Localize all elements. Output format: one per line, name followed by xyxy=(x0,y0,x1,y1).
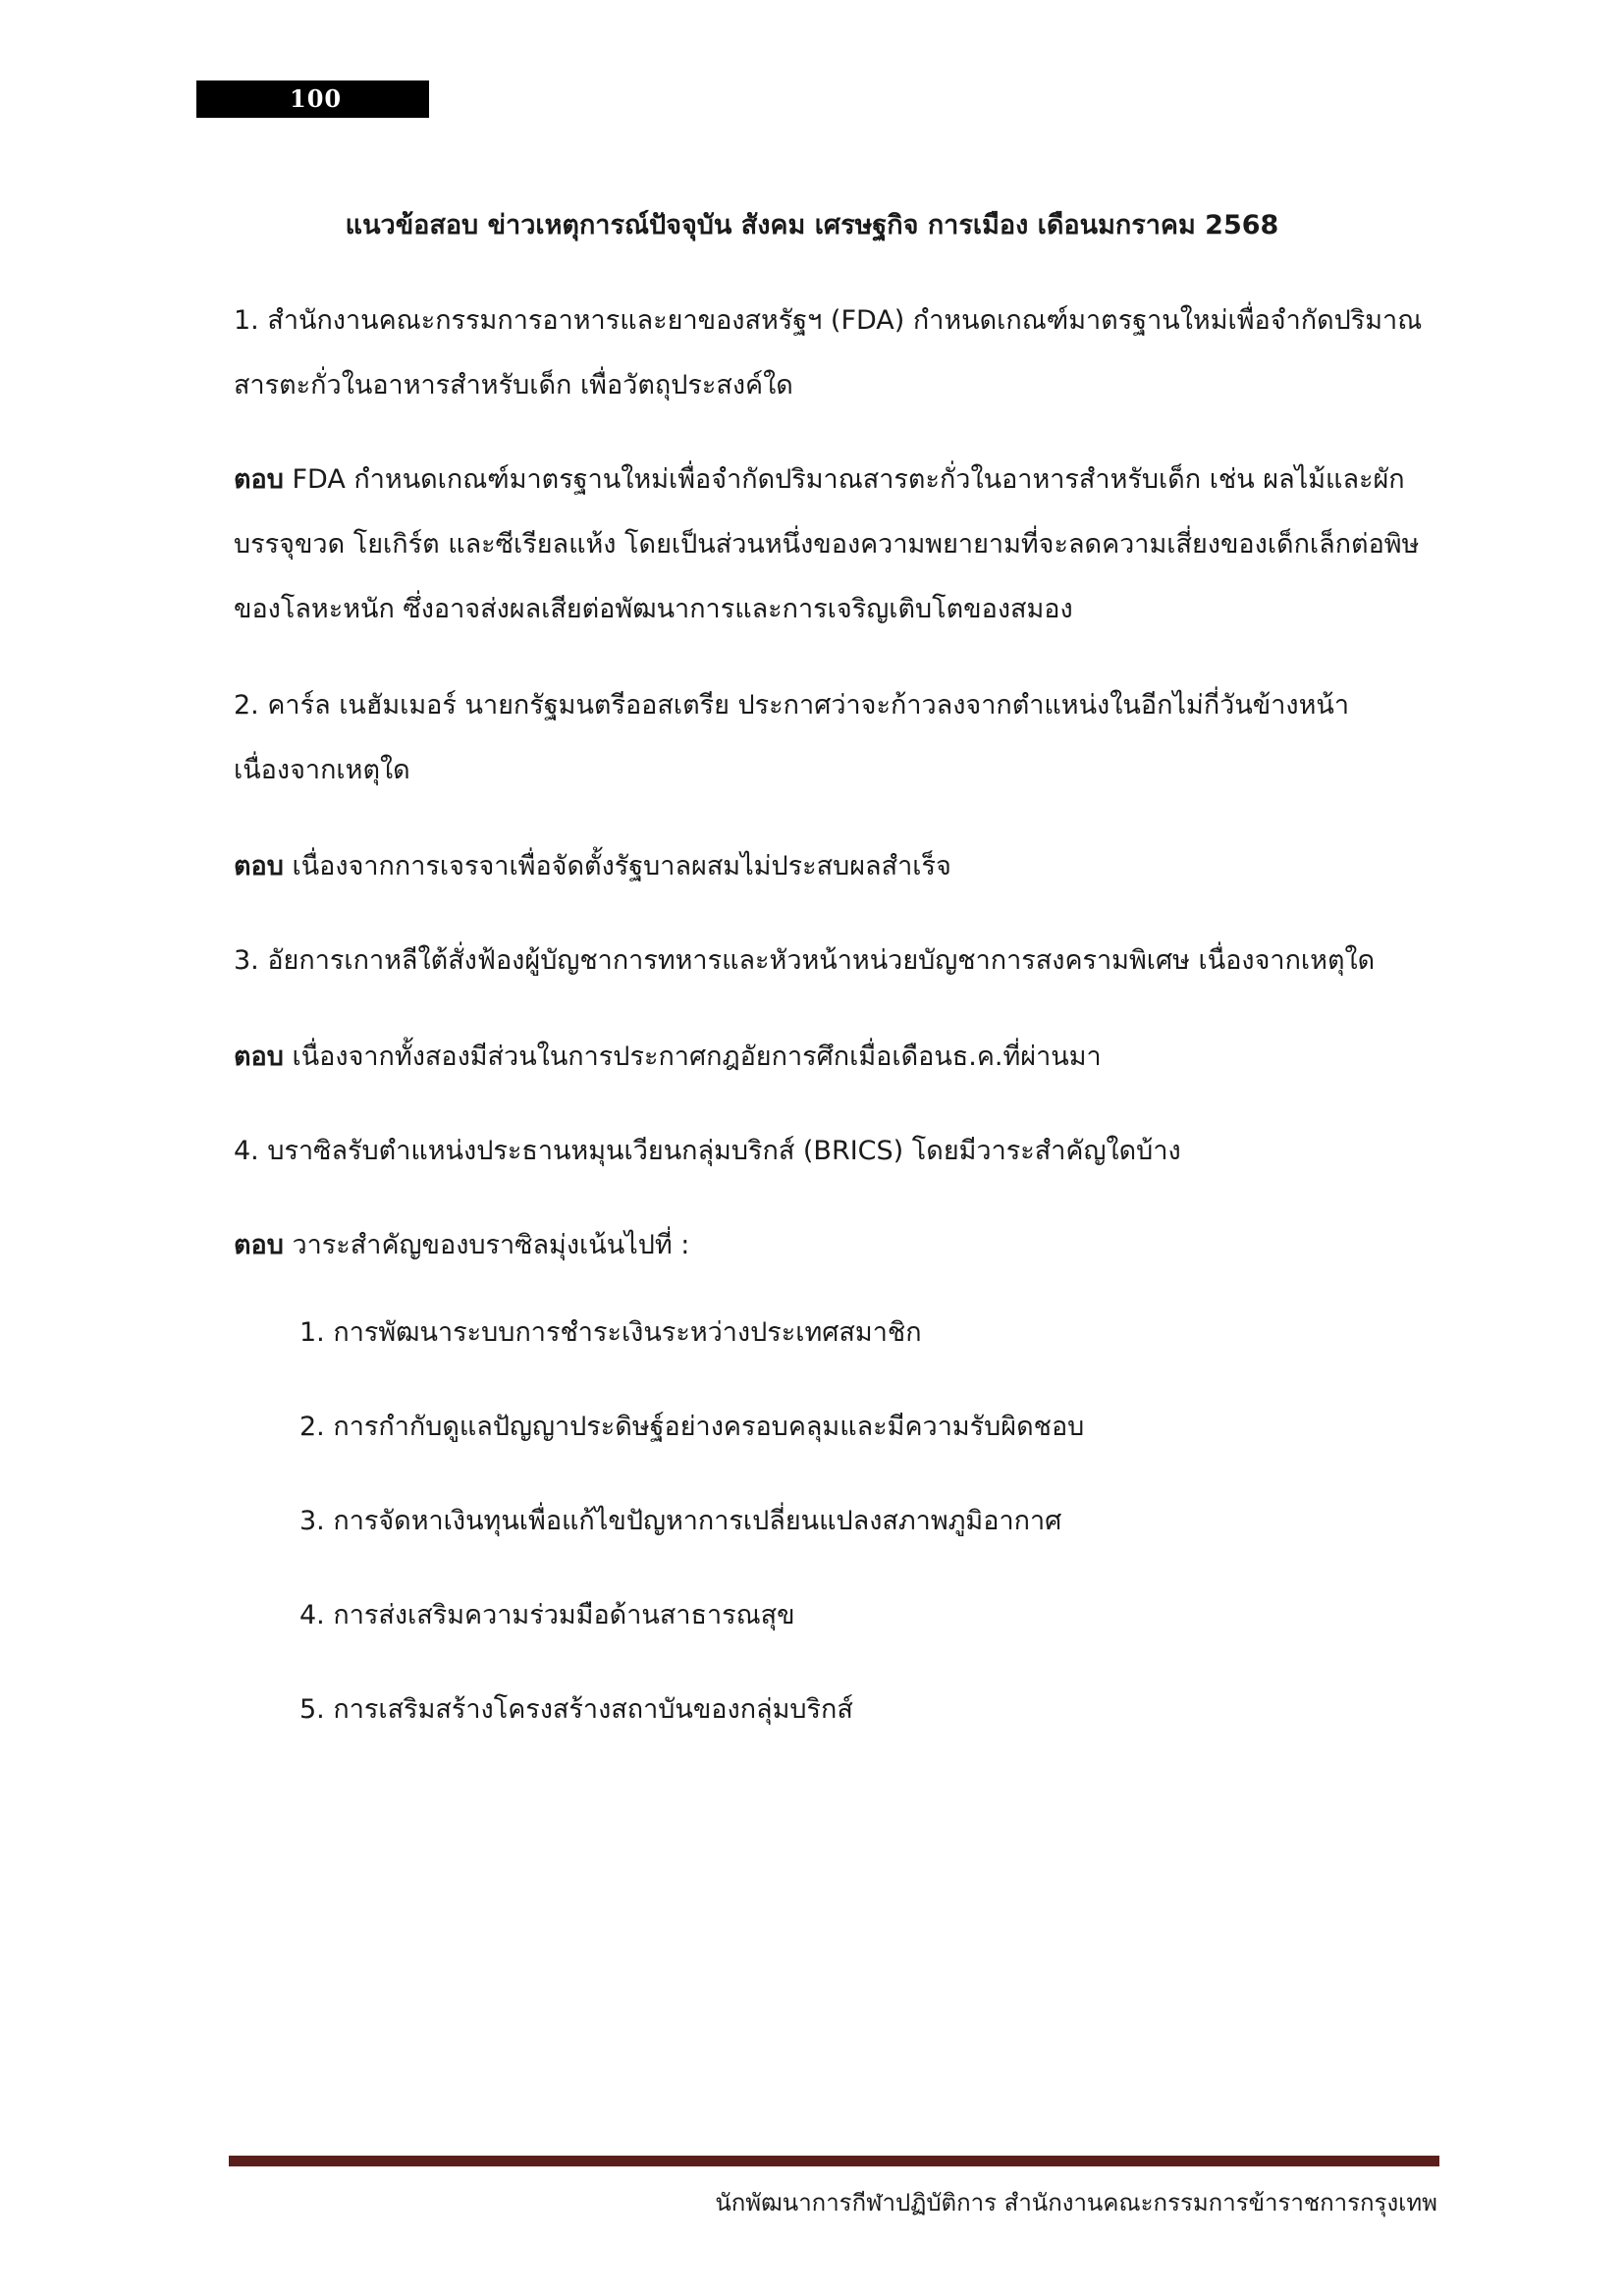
answer-text: วาระสำคัญของบราซิลมุ่งเน้นไปที่ : xyxy=(292,1230,690,1260)
page-number: 100 xyxy=(290,84,343,113)
list-item: 2. การกำกับดูแลปัญญาประดิษฐ์อย่างครอบคลุมและมีความรับผิดชอบ xyxy=(299,1412,1085,1442)
list-item: 4. การส่งเสริมความร่วมมือด้านสาธารณสุข xyxy=(299,1600,795,1630)
list-item: 3. การจัดหาเงินทุนเพื่อแก้ไขปัญหาการเปลี่ยนแปลงสภาพภูมิอากาศ xyxy=(299,1506,1062,1536)
answer-4 xyxy=(234,1213,1432,1278)
question-2: 2. คาร์ล เนฮัมเมอร์ นายกรัฐมนตรีออสเตรีย ประกาศว่าจะก้าวลงจากตำแหน่งในอีกไม่กี่วันข้างหน้า เนื่องจากเหตุใด xyxy=(234,690,1350,785)
document-title: แนวข้อสอบ ข่าวเหตุการณ์ปัจจุบัน สังคม เศรษฐกิจ การเมือง เดือนมกราคม 2568 xyxy=(345,210,1279,240)
answer-2 xyxy=(234,834,1432,899)
answer-label: ตอบ xyxy=(234,1041,284,1072)
footer-text: นักพัฒนาการกีฬาปฏิบัติการ สำนักงานคณะกรรมการข้าราชการกรุงเทพ xyxy=(715,2189,1437,2216)
list-item: 1. การพัฒนาระบบการชำระเงินระหว่างประเทศสมาชิก xyxy=(299,1317,922,1348)
answer-text: เนื่องจากการเจรจาเพื่อจัดตั้งรัฐบาลผสมไม่ประสบผลสำเร็จ xyxy=(292,851,951,881)
answer-text: FDA กำหนดเกณฑ์มาตรฐานใหม่เพื่อจำกัดปริมาณสารตะกั่วในอาหารสำหรับเด็ก เช่น ผลไม้และผักบรรจุขวด โยเกิร์ต และซีเรียลแห้ง โดยเป็นส่วนหนึ่งของความพยายามที่จะลดความเสี่ยงของเด็กเล็กต่อพิษของโลหะหนัก ซึ่งอาจส่งผลเสียต่อพัฒนาการและการเจริญเติบโตของสมอง xyxy=(234,464,1420,624)
question-3: 3. อัยการเกาหลีใต้สั่งฟ้องผู้บัญชาการทหารและหัวหน้าหน่วยบัญชาการสงครามพิเศษ เนื่องจากเหตุใด xyxy=(234,945,1376,976)
question-4: 4. บราซิลรับตำแหน่งประธานหมุนเวียนกลุ่มบริกส์ (BRICS) โดยมีวาระสำคัญใดบ้าง xyxy=(234,1136,1181,1166)
answer-1 xyxy=(234,448,1432,642)
question-1: 1. สำนักงานคณะกรรมการอาหารและยาของสหรัฐฯ (FDA) กำหนดเกณฑ์มาตรฐานใหม่เพื่อจำกัดปริมาณสารตะกั่วในอาหารสำหรับเด็ก เพื่อวัตถุประสงค์ใด xyxy=(234,305,1423,400)
page-number-box xyxy=(196,80,429,118)
answer-text: เนื่องจากทั้งสองมีส่วนในการประกาศกฎอัยการศึกเมื่อเดือนธ.ค.ที่ผ่านมา xyxy=(292,1041,1102,1072)
answer-label: ตอบ xyxy=(234,1230,284,1260)
answer-label: ตอบ xyxy=(234,464,284,495)
footer-divider xyxy=(229,2156,1439,2166)
answer-label: ตอบ xyxy=(234,851,284,881)
answer-3 xyxy=(234,1025,1432,1090)
list-item: 5. การเสริมสร้างโครงสร้างสถาบันของกลุ่มบริกส์ xyxy=(299,1694,853,1725)
